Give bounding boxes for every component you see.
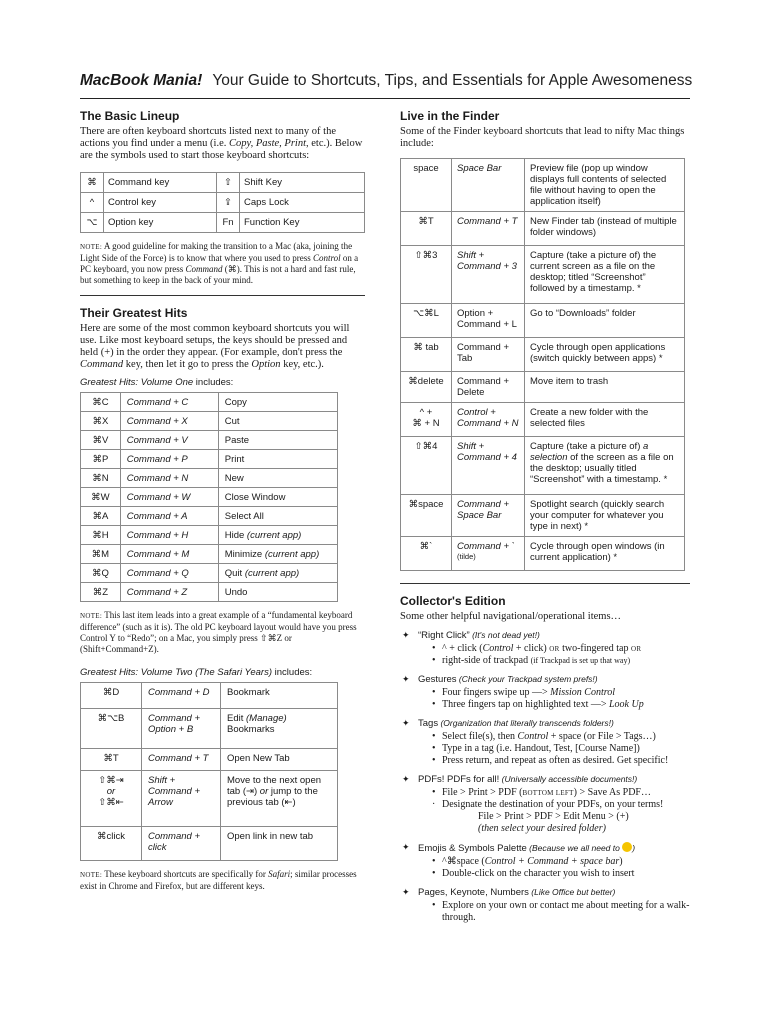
table-row: ⌘⌥B Command + Option + B Edit (Manage) Bookmarks <box>81 709 338 749</box>
star-icon: ✦ <box>402 887 410 897</box>
table-row: ⌘V Command + V Paste <box>81 431 338 450</box>
safari-note: NOTE: These keyboard shortcuts are specifically for Safari; similar processes exist in Chrome and Firefox, but are different keys. <box>80 869 357 891</box>
left-column <box>80 108 365 892</box>
redo-note: NOTE: This last item leads into a great example of a “fundamental keyboard difference” (such as it is). The old PC keyboard layout would have you press Control Y to “Redo”; on a Mac, you simply press ⇧⌘Z or (Shift+Command+Z). <box>80 610 357 654</box>
volume-two-table <box>80 682 338 861</box>
list-item: ✦ PDFs! PDFs for all! (Universally accessible documents!) • File > Print > PDF (BOTTOM LEFT) > Save As PDF… · Designate the destination of your PDFs, on your terms! File > Print > PDF > Edit Menu > (+) (then select your desired folder) <box>400 774 690 835</box>
star-icon: ✦ <box>402 774 410 784</box>
table-row: ⌘space Command + Space Bar Spotlight search (quickly search your computer for whatever you type in next) * <box>401 495 685 537</box>
table-row: ⌘P Command + P Print <box>81 450 338 469</box>
table-row: ⌘T Command + T New Finder tab (instead of multiple folder windows) <box>401 212 685 246</box>
brand-title: MacBook Mania! <box>80 72 203 89</box>
collectors-intro: Some other helpful navigational/operational items… <box>400 611 622 622</box>
table-row: ^ + ⌘ + N Control + Command + N Create a new folder with the selected files <box>401 403 685 437</box>
table-row: ⌘M Command + M Minimize (current app) <box>81 545 338 564</box>
page-header <box>80 72 693 99</box>
finder-table <box>400 158 685 571</box>
star-icon: ✦ <box>402 630 410 640</box>
list-item: ✦ “Right Click” (It's not dead yet!) • ^ + click (Control + click) OR two-fingered tap OR • right-side of trackpad (if Trackpad is set up that way) <box>400 630 690 667</box>
star-icon: ✦ <box>402 718 410 728</box>
command-symbol: ⌘ <box>81 173 104 193</box>
table-row: ⌘A Command + A Select All <box>81 507 338 526</box>
greatest-hits-intro: Here are some of the most common keyboard shortcuts you will use. Like most keyboard setups, the keys should be pressed and held (+) in the order they appear. (For example, don't press the Command key, then let it go to press the Option key, etc.). <box>80 323 350 370</box>
table-row: ⌘T Command + T Open New Tab <box>81 749 338 771</box>
collectors-heading: Collector's Edition <box>400 594 506 608</box>
table-row: ⌘ tab Command + Tab Cycle through open applications (switch quickly between apps) * <box>401 338 685 372</box>
collectors-list <box>400 630 690 924</box>
table-row: ⌘D Command + D Bookmark <box>81 683 338 709</box>
list-item: ✦ Gestures (Check your Trackpad system prefs!) • Four fingers swipe up —> Mission Control • Three fingers tap on highlighted text —> Look Up <box>400 674 690 711</box>
table-row: ⇧⌘3 Shift + Command + 3 Capture (take a picture of) the current screen as a file on the desktop; titled “Screenshot” followed by a timestamp. * <box>401 246 685 304</box>
table-row: ⇧⌘4 Shift + Command + 4 Capture (take a picture of) a selection of the screen as a file on the desktop; usually titled “Screenshot” with a timestamp. * <box>401 437 685 495</box>
table-row: ⌥⌘L Option + Command + L Go to “Downloads” folder <box>401 304 685 338</box>
volume-two-caption: Greatest Hits: Volume Two (The Safari Years) includes: <box>80 667 313 678</box>
option-symbol: ⌥ <box>81 213 104 233</box>
shift-symbol: ⇧ <box>217 173 240 193</box>
control-symbol: ^ <box>81 193 104 213</box>
table-row: ⌘N Command + N New <box>81 469 338 488</box>
table-row: ^ Control key ⇪ Caps Lock <box>81 193 365 213</box>
function-symbol: Fn <box>217 213 240 233</box>
table-row: ⇧⌘⇥ or ⇧⌘⇤ Shift + Command + Arrow Move to the next open tab (⇥) or jump to the previous tab (⇤) <box>81 771 338 827</box>
table-row: ⌘ Command key ⇧ Shift Key <box>81 173 365 193</box>
table-row: ⌘W Command + W Close Window <box>81 488 338 507</box>
table-row: ⌘delete Command + Delete Move item to trash <box>401 372 685 403</box>
star-icon: ✦ <box>402 674 410 684</box>
star-icon: ✦ <box>402 842 410 852</box>
table-row: ⌘Q Command + Q Quit (current app) <box>81 564 338 583</box>
section-divider <box>400 583 690 584</box>
greatest-hits-heading: Their Greatest Hits <box>80 306 188 320</box>
list-item: ✦ Emojis & Symbols Palette (Because we all need to ) • ^⌘space (Control + Command + space bar) • Double-click on the character you wish to insert <box>400 842 690 880</box>
section-divider <box>80 295 365 296</box>
table-row: ⌘X Command + X Cut <box>81 412 338 431</box>
table-row: ⌘` Command + ` (tilde) Cycle through open windows (in current application) * <box>401 537 685 571</box>
symbol-table <box>80 172 365 233</box>
page-tagline: Your Guide to Shortcuts, Tips, and Essentials for Apple Awesomeness <box>212 72 693 89</box>
volume-one-caption: Greatest Hits: Volume One includes: <box>80 377 234 388</box>
table-row: ⌘click Command + click Open link in new tab <box>81 827 338 861</box>
finder-intro: Some of the Finder keyboard shortcuts that lead to nifty Mac things include: <box>400 126 685 149</box>
finder-heading: Live in the Finder <box>400 109 500 123</box>
volume-one-table <box>80 392 338 602</box>
table-row: ⌘C Command + C Copy <box>81 393 338 412</box>
table-row: space Space Bar Preview file (pop up window displays full contents of selected file without having to open the application itself) <box>401 159 685 212</box>
table-row: ⌘H Command + H Hide (current app) <box>81 526 338 545</box>
list-item: ✦ Tags (Organization that literally transcends folders!) • Select file(s), then Control + space (or File > Tags…) • Type in a tag (i.e. Handout, Test, [Course Name]) • Press return, and repeat as often as desired. Get specific! <box>400 718 690 767</box>
basic-note: NOTE: A good guideline for making the transition to a Mac (aka, joining the Light Side of the Force) is to know that where you used to press Control on a PC keyboard, you now press Command (⌘). This is not a hard and fast rule, but something to keep in the back of your mind. <box>80 241 359 285</box>
basic-lineup-intro: There are often keyboard shortcuts listed next to many of the actions you find under a menu (i.e. Copy, Paste, Print, etc.). Below are the symbols used to start those keyboard shortcuts: <box>80 126 363 161</box>
basic-lineup-heading: The Basic Lineup <box>80 109 180 123</box>
table-row: ⌘Z Command + Z Undo <box>81 583 338 602</box>
caps-lock-symbol: ⇪ <box>217 193 240 213</box>
smiley-emoji-icon <box>622 842 632 852</box>
right-column <box>400 108 690 924</box>
list-item: ✦ Pages, Keynote, Numbers (Like Office but better) • Explore on your own or contact me about meeting for a walk-through. <box>400 887 690 924</box>
table-row: ⌥ Option key Fn Function Key <box>81 213 365 233</box>
